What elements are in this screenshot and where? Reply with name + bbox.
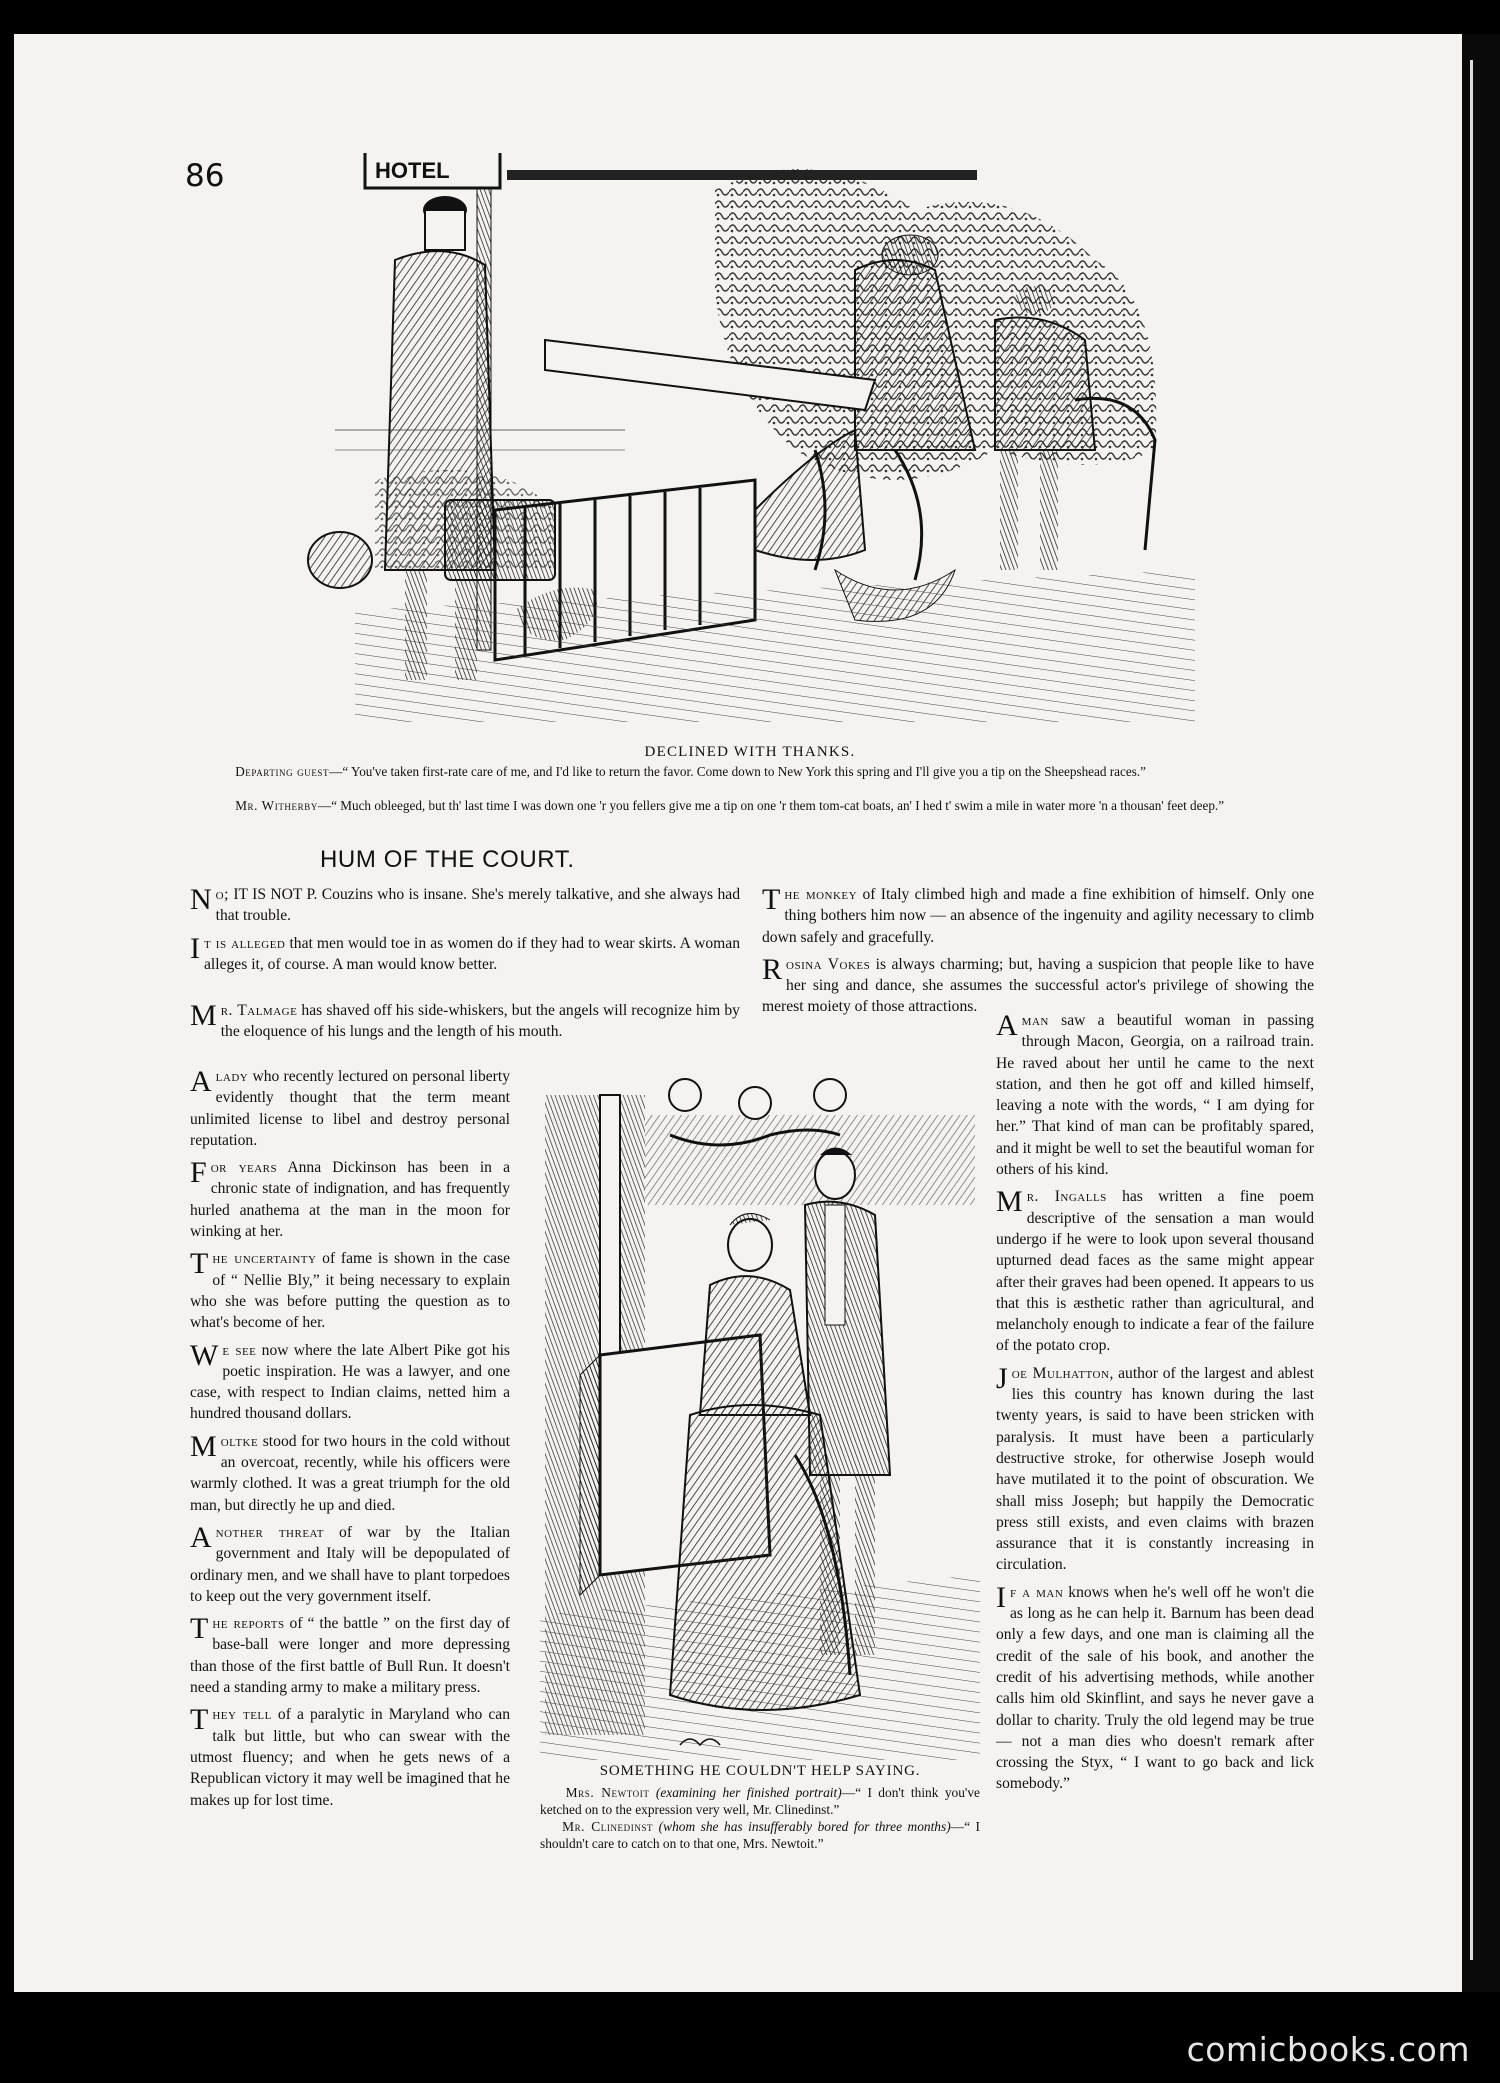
article-title: HUM OF THE COURT. <box>320 846 575 873</box>
lead-words: he uncertainty <box>212 1250 317 1268</box>
paragraph-text: of “ the battle ” on the first day of base-ball were longer and more depressing than those of the first battle of Bull Run. It doesn't need a standing army to make a military press. <box>190 1615 510 1697</box>
speaker-label: Mrs. Newtoit <box>565 1785 650 1800</box>
drop-cap: I <box>996 1580 1006 1614</box>
caption-text: —“ Much obleeged, but th' last time I was down one 'r you fellers give me a tip on one 'r them tom-cat boats, an' I hed t' swim a mile in water more 'n a thousan' feet deep.” <box>317 798 1225 813</box>
article-column-left <box>190 1066 510 1817</box>
paragraph <box>190 1000 740 1043</box>
lead-words: f a man <box>1010 1583 1064 1601</box>
lead-words: oltke <box>220 1432 259 1450</box>
drop-cap: T <box>190 1247 209 1281</box>
drop-cap: F <box>190 1156 207 1190</box>
article-column-left-top <box>190 884 740 981</box>
drop-cap: A <box>190 1520 212 1554</box>
lead-words: he reports <box>212 1615 285 1633</box>
lead-words: hey tell <box>212 1706 272 1724</box>
paragraph-text: has written a fine poem descriptive of the sensation a man would undergo if he were to look upon several thousand upturned dead faces as the same might appear after their graves had been opened. It appears to us that this is æsthetic rather than agricultural, and melancholy enough to indicate a fear of the failure of the potato crop. <box>996 1188 1314 1355</box>
middle-caption-title: SOMETHING HE COULDN'T HELP SAYING. <box>599 1763 921 1779</box>
paragraph <box>190 1522 510 1607</box>
page-number: 86 <box>185 158 225 194</box>
drop-cap: I <box>190 931 200 965</box>
drop-cap: R <box>762 952 783 986</box>
paragraph-text: of Italy climbed high and made a fine exhibition of himself. Only one thing bothers him now — an absence of the ingenuity and agility necessary to climb down safely and gracefully. <box>762 886 1315 946</box>
speaker-label: Mr. Clinedinst <box>562 1819 654 1834</box>
middle-caption <box>540 1763 980 1852</box>
caption-text: —“ I don't think you've ketched on to the expression very well, Mr. Clinedinst.” <box>540 1785 980 1817</box>
paragraph-text: of war by the Italian government and Italy will be depopulated of ordinary men, and we shall have to plant torpedoes to keep out the very government itself. <box>190 1523 510 1605</box>
speaker-label: Mr. Witherby <box>235 798 318 813</box>
paragraph-text: Anna Dickinson has been in a chronic state of indignation, and has frequently hurled anathema at the man in the moon for winking at her. <box>190 1159 510 1241</box>
drop-cap: T <box>190 1703 209 1737</box>
paragraph-text: is always charming; but, having a suspicion that people like to have her sing and dance, she assumes the successful actor's privilege of showing the merest moiety of those attractions. <box>762 955 1315 1016</box>
lead-words: o; <box>215 886 229 903</box>
paragraph <box>996 1363 1314 1576</box>
paragraph <box>190 933 740 976</box>
paragraph <box>996 1582 1314 1795</box>
paragraph-text: has shaved off his side-whiskers, but the angels will recognize him by the eloquence of his lungs and the length of his mouth. <box>220 1002 740 1041</box>
binding-edge <box>1462 34 1500 1992</box>
caption-line-witherby <box>222 797 1312 814</box>
paragraph-text: now where the late Albert Pike got his poetic inspiration. He was a lawyer, and one case, with respect to Indian claims, netted him a hundred thousand dollars. <box>190 1341 510 1423</box>
paragraph-text: stood for two hours in the cold without an overcoat, recently, while his officers were warmly clothed. It was a great triumph for the old man, but directly he up and died. <box>190 1432 510 1514</box>
hotel-sign: HOTEL <box>375 158 450 183</box>
binding-line <box>1470 60 1473 1960</box>
paragraph <box>190 1613 510 1698</box>
paragraph-text: who recently lectured on personal liberty evidently thought that the term meant unlimited license to libel and destroy personal reputation. <box>190 1068 510 1149</box>
lead-words: nother threat <box>215 1523 324 1541</box>
paragraph <box>996 1010 1314 1180</box>
paragraph <box>996 1186 1314 1356</box>
paragraph <box>762 954 1314 1018</box>
paragraph <box>190 1248 510 1333</box>
paragraph-text: of fame is shown in the case of “ Nellie Bly,” it being necessary to explain who she was before putting the question as to what's become of her. <box>190 1250 511 1332</box>
caption-line-departing-guest <box>222 763 1312 780</box>
lead-words: r. Ingalls <box>1026 1188 1107 1206</box>
article-column-right-top <box>762 884 1314 1024</box>
paragraph <box>190 1066 510 1151</box>
drop-cap: J <box>996 1361 1008 1395</box>
caption-text: —“ I shouldn't care to catch on to that one, Mrs. Newtoit.” <box>540 1819 980 1851</box>
lead-words: man <box>1021 1012 1049 1029</box>
paragraph-text: , author of the largest and ablest lies this country has known during the last twenty years, is said to have been stricken with paralysis. It must have been a particularly destructive stroke, for otherwise Joseph would have mutilated it to the point of obscuration. We shall miss Joseph; but happily the Democratic press still exists, and even claims with brazen assurance that it is constantly increasing in circulation. <box>996 1364 1315 1574</box>
lead-words: e see <box>222 1341 257 1359</box>
lead-words: he monkey <box>784 886 858 903</box>
middle-illustration <box>540 1055 980 1760</box>
paragraph <box>190 1340 510 1425</box>
lead-words: lady <box>215 1068 249 1085</box>
lead-words: t is alleged <box>204 934 286 952</box>
paragraph-text: of a paralytic in Maryland who can talk but little, but who can swear with the utmost fluency; and when he gets news of a Republican victory it may well be imagined that he makes up for lost time. <box>190 1706 510 1809</box>
paragraph <box>190 1431 510 1516</box>
paragraph <box>190 1157 510 1242</box>
paragraph-text: saw a beautiful woman in passing through Macon, Georgia, on a railroad train. He raved about her until he came to the next station, and then he got off and killed himself, leaving a note with the words, “ I am dying for her.” That kind of man can be profitably spared, and it might be well to set the beautiful woman for others of his kind. <box>996 1012 1314 1179</box>
drop-cap: T <box>190 1612 209 1646</box>
caption-text: —“ You've taken first-rate care of me, and I'd like to return the favor. Come down to New York this spring and I'll give you a tip on the Sheepshead races.” <box>329 764 1146 779</box>
stage-direction: (whom she has insufferably bored for three months) <box>658 1819 951 1834</box>
paragraph-text: knows when he's well off he won't die as long as he can help it. Barnum has been dead only a few days, and one man is claiming all the credit of the sale of his book, and another the credit of his advertising methods, while another calls him old Skinflint, and says he never gave a dollar to charity. Truly the old legend may be true — not a man dies who doesn't remark after crossing the Styx, “ I want to go back and lick somebody.” <box>996 1583 1314 1793</box>
drop-cap: W <box>190 1338 219 1372</box>
paragraph-text: IT IS NOT P. Couzins who is insane. She's merely talkative, and she always had that trouble. <box>215 886 740 925</box>
lead-words: osina Vokes <box>786 955 871 973</box>
paragraph <box>762 884 1314 948</box>
lead-words: oe Mulhatton <box>1011 1364 1110 1382</box>
paragraph <box>190 884 740 927</box>
lead-words: or years <box>210 1159 278 1177</box>
drop-cap: M <box>190 999 217 1032</box>
drop-cap: A <box>996 1009 1018 1042</box>
site-watermark: comicbooks.com <box>1186 2030 1470 2069</box>
paragraph <box>190 1704 510 1810</box>
top-illustration <box>295 150 1215 725</box>
drop-cap: A <box>190 1065 212 1098</box>
caption-line-newtoit <box>540 1784 980 1818</box>
drop-cap: N <box>190 883 212 916</box>
paragraph-text: that men would toe in as women do if they had to wear skirts. A woman alleges it, of course. A man would know better. <box>204 934 740 973</box>
stage-direction: (examining her finished portrait) <box>655 1785 842 1800</box>
lead-words: r. Talmage <box>220 1002 298 1019</box>
top-caption-title: DECLINED WITH THANKS. <box>644 744 856 760</box>
caption-line-clinedinst <box>540 1818 980 1852</box>
speaker-label: Departing guest <box>235 764 330 779</box>
article-column-right <box>996 1010 1314 1801</box>
drop-cap: M <box>190 1429 217 1463</box>
drop-cap: T <box>762 883 781 916</box>
article-column-left-talmage <box>190 1000 740 1049</box>
drop-cap: M <box>996 1185 1023 1219</box>
